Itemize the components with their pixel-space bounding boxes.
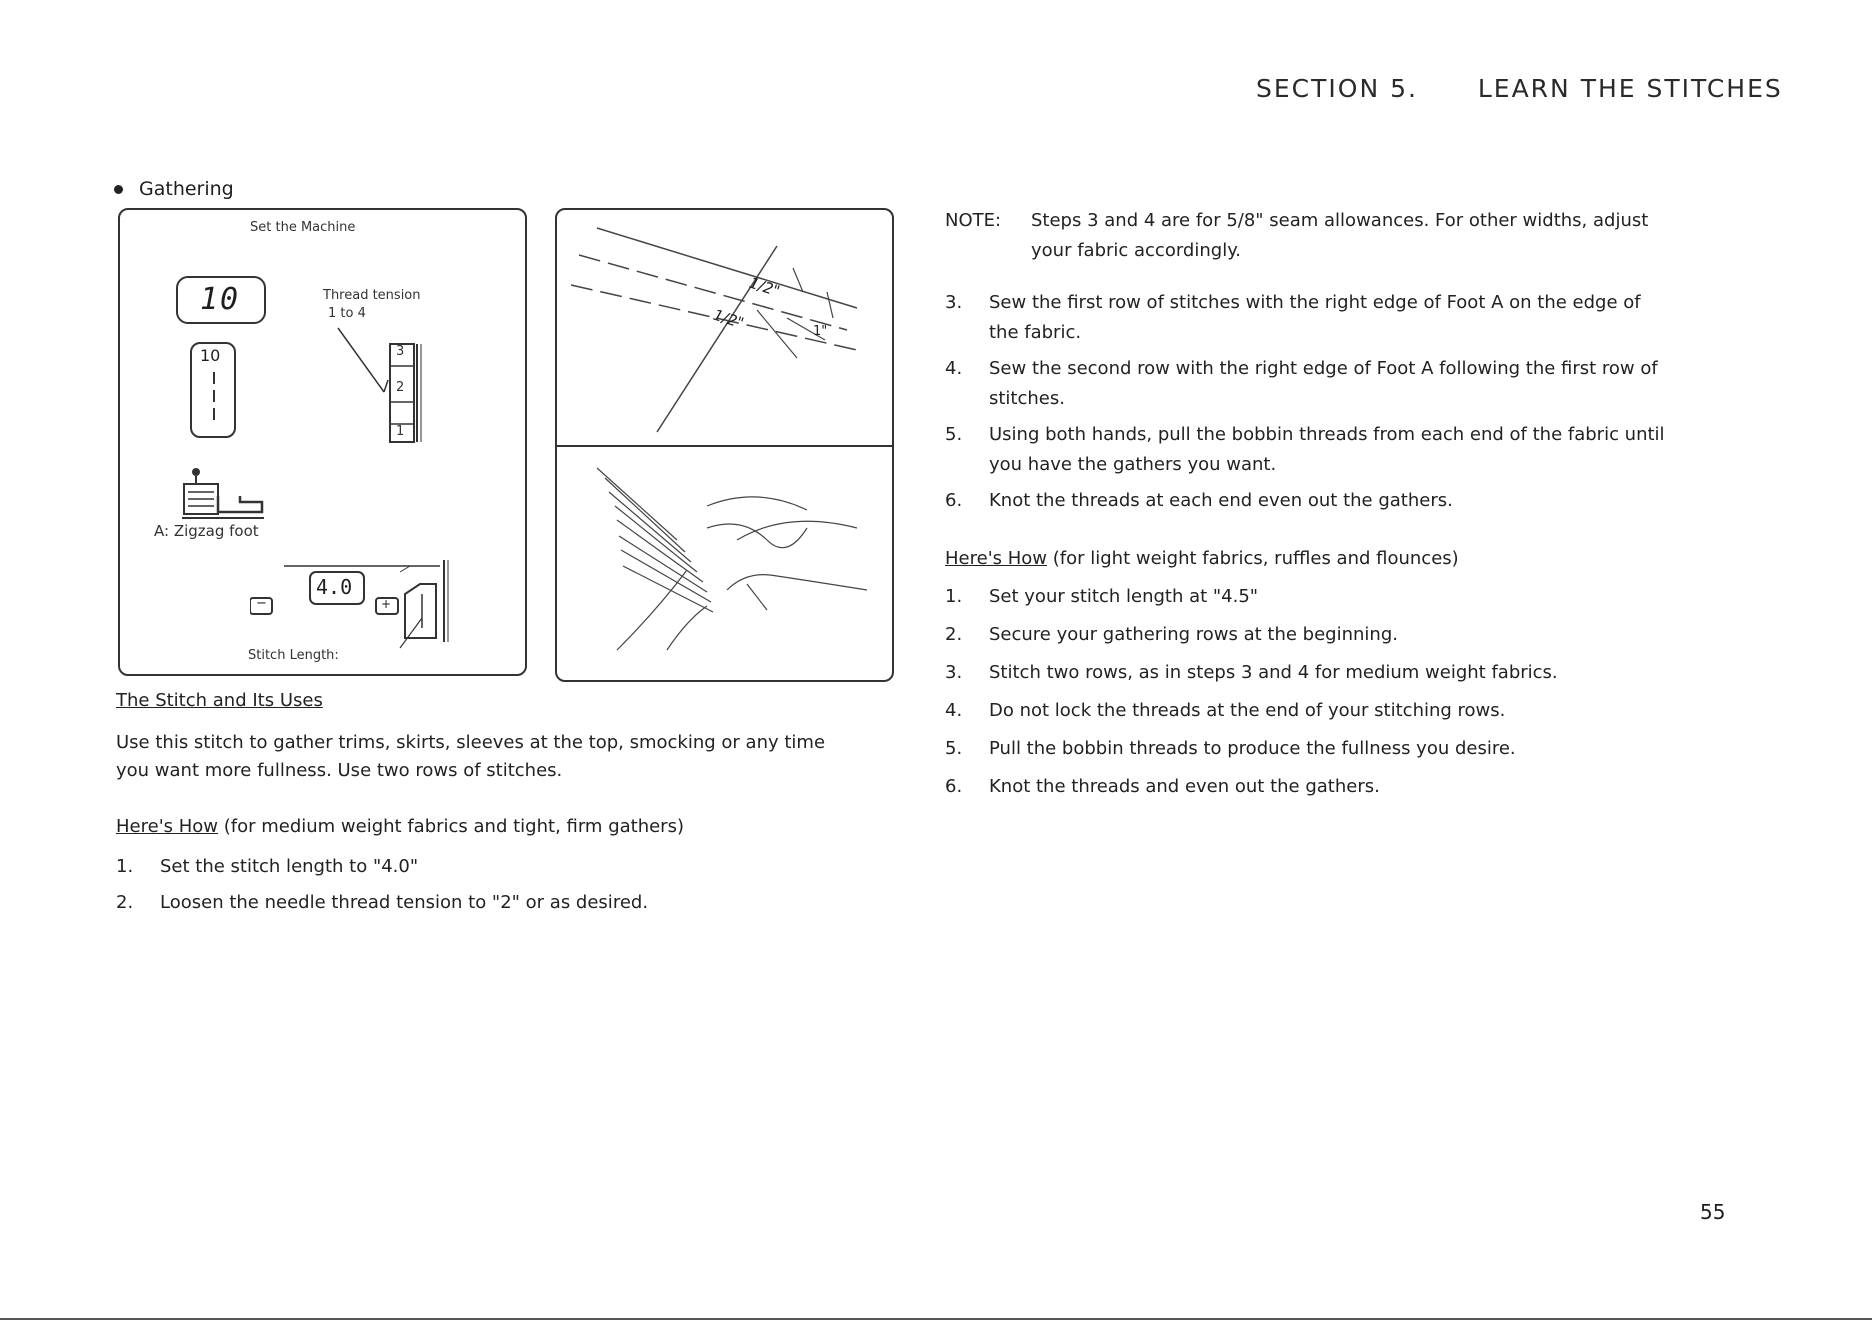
light-steps — [945, 582, 1745, 822]
note-block — [945, 206, 1725, 276]
pattern-dial — [190, 342, 236, 438]
bullet-icon — [114, 185, 123, 194]
tension-range: 1 to 4 — [328, 306, 366, 321]
foot-label: A: Zigzag foot — [154, 522, 259, 540]
step-number: 4. — [945, 358, 963, 379]
stitch-length-label: Stitch Length: — [248, 648, 339, 663]
measure-label-b: 1/2" — [710, 305, 747, 333]
medium-step — [116, 852, 418, 882]
step-number: 2. — [116, 892, 134, 913]
step-line: you have the gathers you want. — [989, 454, 1277, 475]
uses-heading: The Stitch and Its Uses — [116, 690, 323, 711]
pattern-display-value: 10 — [200, 282, 241, 317]
gathering-heading — [114, 178, 234, 200]
step-text: Knot the threads and even out the gathers. — [989, 776, 1380, 797]
step-number: 3. — [945, 662, 963, 683]
bottom-rule — [0, 1318, 1872, 1320]
tension-label: Thread tension — [323, 288, 421, 303]
step-number: 3. — [945, 292, 963, 313]
step-number: 1. — [116, 856, 134, 877]
step-text: Pull the bobbin threads to produce the fullness you desire. — [989, 738, 1516, 759]
step-number: 5. — [945, 738, 963, 759]
section-title: LEARN THE STITCHES — [1477, 74, 1783, 103]
step-number: 4. — [945, 700, 963, 721]
uses-line-1: Use this stitch to gather trims, skirts, sleeves at the top, smocking or any time — [116, 732, 826, 753]
step-line: stitches. — [989, 388, 1065, 409]
measure-label-c: 1" — [813, 324, 828, 339]
step-line: Using both hands, pull the bobbin threads from each end of the fabric until — [989, 424, 1665, 445]
step-number: 6. — [945, 490, 963, 511]
howto-medium-heading — [116, 812, 684, 842]
step-text: Do not lock the threads at the end of your stitching rows. — [989, 700, 1506, 721]
stitch-length-graphic — [250, 558, 470, 658]
step-number: 2. — [945, 624, 963, 645]
tension-mark-2: 2 — [396, 380, 405, 395]
section-header — [1256, 74, 1783, 103]
set-machine-panel — [118, 208, 527, 676]
step-line: Knot the threads at each end even out the gathers. — [989, 490, 1453, 511]
note-label: NOTE: — [945, 210, 1002, 231]
step-text: Set your stitch length at "4.5" — [989, 586, 1259, 607]
step-number: 6. — [945, 776, 963, 797]
howto-medium-sub: (for medium weight fabrics and tight, firm gathers) — [218, 816, 684, 837]
step-text: Loosen the needle thread tension to "2" or as desired. — [160, 892, 649, 913]
medium-step — [116, 888, 648, 918]
step-number: 5. — [945, 424, 963, 445]
uses-line-2: you want more fullness. Use two rows of stitches. — [116, 760, 563, 781]
howto-light-sub: (for light weight fabrics, ruffles and flounces) — [1047, 548, 1459, 569]
measure-label-a: 1/2" — [746, 273, 783, 301]
panel-title: Set the Machine — [250, 220, 356, 235]
illustration-panel — [555, 208, 894, 682]
gathering-illustration — [557, 210, 894, 682]
section-number: SECTION 5. — [1256, 74, 1418, 103]
dial-tick — [213, 372, 215, 384]
note-line-2: your fabric accordingly. — [1031, 240, 1241, 261]
plus-button: + — [381, 597, 392, 611]
gathering-title: Gathering — [139, 178, 234, 200]
tension-mark-3: 3 — [396, 344, 405, 359]
page-number: 55 — [1700, 1200, 1726, 1224]
howto-light-label: Here's How — [945, 548, 1048, 569]
step-text: Stitch two rows, as in steps 3 and 4 for medium weight fabrics. — [989, 662, 1558, 683]
zigzag-foot-icon — [180, 466, 270, 522]
step-text: Secure your gathering rows at the beginning. — [989, 624, 1398, 645]
dial-tick — [213, 408, 215, 420]
pattern-dial-value: 10 — [200, 346, 221, 365]
tension-mark-1: 1 — [396, 424, 405, 439]
pattern-display — [176, 276, 266, 324]
length-display-value: 4.0 — [316, 575, 353, 599]
step-number: 1. — [945, 586, 963, 607]
step-text: Set the stitch length to "4.0" — [160, 856, 419, 877]
dial-tick — [213, 390, 215, 402]
minus-button: − — [256, 596, 267, 611]
note-line-1: Steps 3 and 4 are for 5/8" seam allowances. For other widths, adjust — [1031, 210, 1649, 231]
howto-light-heading — [945, 544, 1459, 574]
step-line: Sew the second row with the right edge of Foot A following the first row of — [989, 358, 1658, 379]
step-line: Sew the first row of stitches with the right edge of Foot A on the edge of — [989, 292, 1641, 313]
step-line: the fabric. — [989, 322, 1082, 343]
howto-medium-label: Here's How — [116, 816, 219, 837]
tension-dial-graphic — [320, 320, 430, 450]
